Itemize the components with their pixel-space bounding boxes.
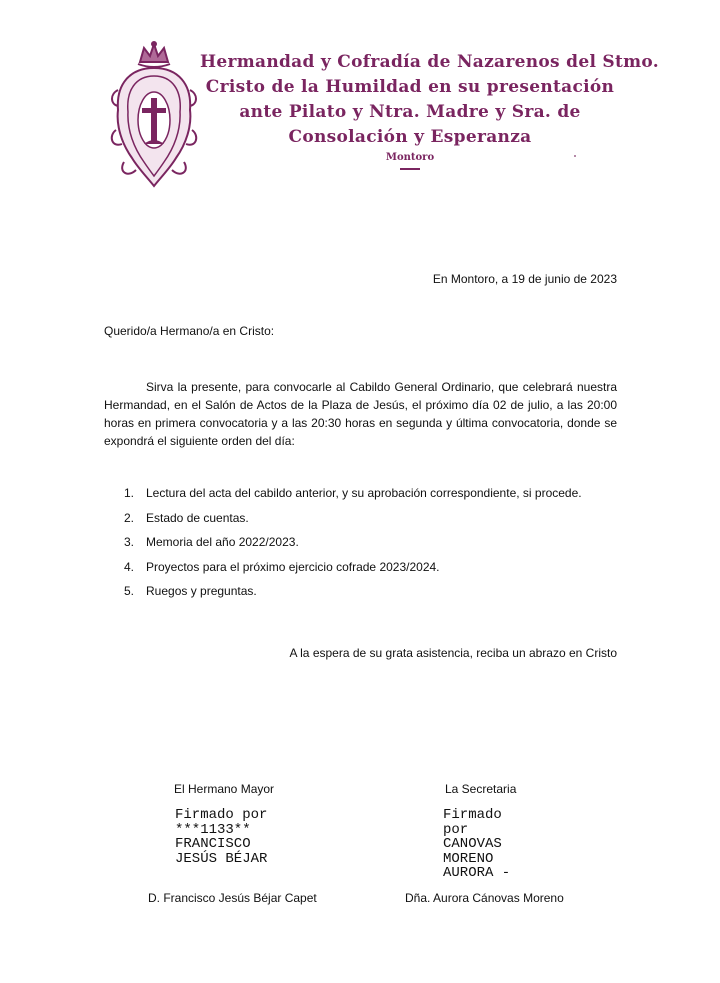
- letter-greeting: Querido/a Hermano/a en Cristo:: [104, 324, 275, 338]
- agenda-number: 4.: [124, 559, 135, 574]
- agenda-text: Proyectos para el próximo ejercicio cofrade 2023/2024.: [146, 559, 440, 574]
- header-line-4: Consolación y Esperanza: [288, 127, 532, 147]
- brotherhood-header: [200, 50, 659, 170]
- digital-signature-stamp-right: Firmado por CANOVAS MORENO AURORA -: [443, 807, 511, 881]
- signer-name-right: Dña. Aurora Cánovas Moreno: [405, 891, 564, 905]
- coat-of-arms-logo: [110, 40, 198, 190]
- header-line-1: Hermandad y Cofradía de Nazarenos del Stmo.: [200, 52, 659, 72]
- header-divider: [400, 168, 420, 170]
- agenda-item: [104, 582, 582, 607]
- agenda-text: Memoria del año 2022/2023.: [146, 535, 299, 549]
- header-city: Montoro: [385, 152, 435, 163]
- agenda-text: Estado de cuentas.: [146, 510, 249, 525]
- agenda-item: [104, 509, 582, 534]
- agenda-number: 3.: [124, 535, 135, 549]
- agenda-item: [104, 558, 582, 583]
- digital-signature-stamp-left: Firmado por ***1133** FRANCISCO JESÚS BÉJAR: [175, 807, 268, 867]
- agenda-item: [104, 533, 582, 558]
- signer-name-left: D. Francisco Jesús Béjar Capet: [148, 891, 317, 905]
- header-line-2: Cristo de la Humildad en su presentación: [205, 77, 615, 97]
- agenda-item: [104, 484, 582, 509]
- letter-body: Sirva la presente, para convocarle al Cabildo General Ordinario, que celebrará nuestra Hermandad, en el Salón de Actos de la Plaza de Jesús, el próximo día 02 de julio, a las 20:00 horas en primera convocatoria y a las 20:30 horas en segunda y última convocatoria, donde se expondrá el siguiente orden del día:: [104, 380, 617, 448]
- header-line-3: ante Pilato y Ntra. Madre y Sra. de: [239, 102, 581, 122]
- agenda-number: 2.: [124, 510, 135, 525]
- agenda-text: Lectura del acta del cabildo anterior, y su aprobación correspondiente, si procede.: [146, 486, 582, 500]
- agenda-list: [104, 484, 582, 607]
- decorative-dot: [574, 155, 576, 157]
- letter-closing: A la espera de su grata asistencia, reciba un abrazo en Cristo: [289, 646, 617, 660]
- letter-date: En Montoro, a 19 de junio de 2023: [432, 272, 617, 286]
- signer-role-left: El Hermano Mayor: [174, 782, 275, 796]
- agenda-number: 1.: [124, 486, 135, 500]
- signer-role-right: La Secretaria: [445, 782, 517, 796]
- agenda-text: Ruegos y preguntas.: [146, 584, 257, 598]
- agenda-number: 5.: [124, 584, 135, 598]
